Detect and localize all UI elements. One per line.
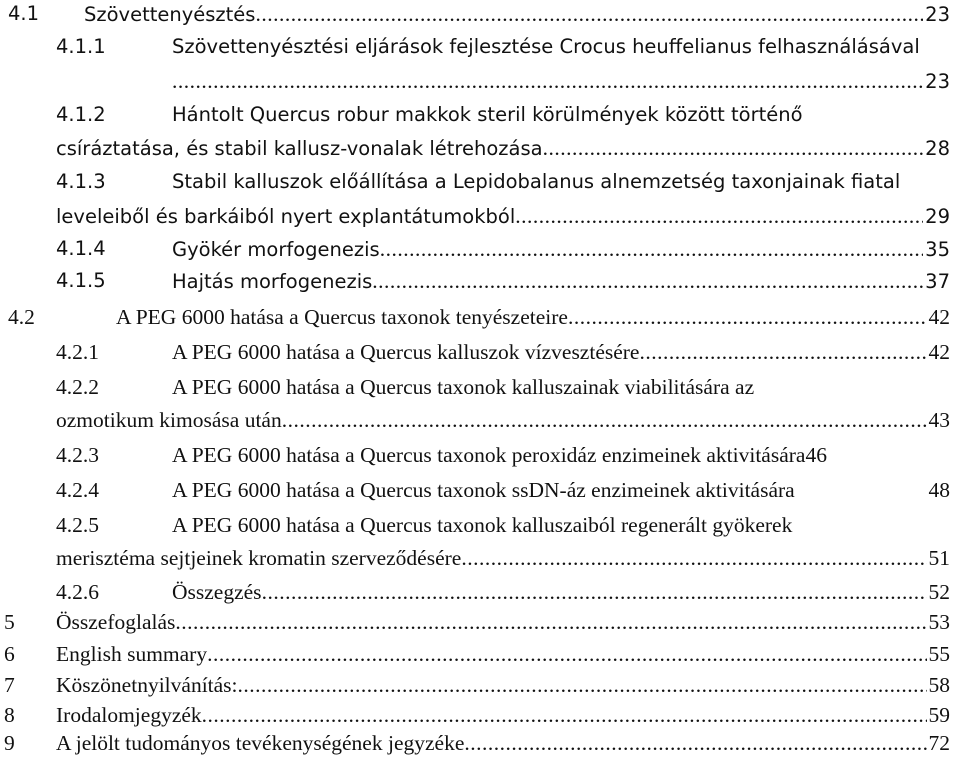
toc-leader — [262, 578, 927, 606]
toc-leader — [568, 303, 927, 331]
toc-page: 35 — [925, 238, 950, 261]
toc-entry-4-1-3-cont[interactable] — [0, 202, 960, 230]
toc-leader — [372, 267, 923, 295]
toc-leader — [380, 235, 923, 263]
toc-title: Szövettenyésztés — [84, 3, 256, 26]
toc-title: Irodalomjegyzék — [56, 703, 202, 727]
toc-page: 42 — [928, 340, 950, 364]
toc-page: 72 — [928, 731, 950, 755]
toc-entry-4-2-5[interactable] — [0, 511, 960, 539]
toc-entry-4-1-2[interactable] — [0, 101, 960, 129]
toc-number: 5 — [4, 610, 15, 634]
toc-page: 23 — [925, 70, 950, 93]
toc-number: 4.2.5 — [56, 513, 99, 537]
toc-title-line2: csíráztatása, és stabil kallusz-vonalak létrehozása — [56, 137, 543, 160]
toc-entry-4-1-2-cont[interactable] — [0, 134, 960, 162]
toc-title-line1: A PEG 6000 hatása a Quercus taxonok kalluszaiból regenerált gyökerek — [172, 513, 793, 537]
toc-number: 4.1.2 — [56, 103, 106, 126]
toc-number: 4.1 — [8, 2, 40, 25]
toc-leader — [207, 640, 926, 668]
toc-page: 48 — [928, 478, 950, 502]
toc-page: 28 — [925, 137, 950, 160]
toc-number: 8 — [4, 703, 15, 727]
toc-page: 37 — [925, 270, 950, 293]
toc-entry-4-2[interactable] — [0, 303, 960, 331]
toc-title: A PEG 6000 hatása a Quercus kalluszok vízvesztésére — [172, 340, 640, 364]
toc-entry-5[interactable] — [0, 608, 960, 636]
toc-title-line2: leveleiből és barkáiból nyert explantátumokból — [56, 205, 516, 228]
toc-leader — [515, 202, 923, 230]
toc-title: Gyökér morfogenezis — [172, 238, 380, 261]
toc-title: A jelölt tudományos tevékenységének jegyzéke — [56, 731, 465, 755]
toc-page: 52 — [928, 580, 950, 604]
toc-leader — [639, 338, 926, 366]
toc-number: 4.2.4 — [56, 478, 99, 502]
toc-entry-4-1-1[interactable] — [0, 33, 960, 61]
toc-entry-8[interactable] — [0, 701, 960, 729]
toc-entry-4-1[interactable] — [0, 0, 960, 28]
toc-entry-4-1-3[interactable] — [0, 168, 960, 196]
toc-page: 23 — [925, 3, 950, 26]
toc-entry-4-2-3[interactable] — [0, 441, 960, 469]
toc-number: 4.2.1 — [56, 340, 99, 364]
toc-number: 4.2.2 — [56, 375, 99, 399]
toc-leader — [282, 406, 927, 434]
toc-title: English summary — [56, 642, 208, 666]
toc-number: 4.1.5 — [56, 269, 106, 292]
toc-number: 9 — [4, 731, 15, 755]
toc-title: A PEG 6000 hatása a Quercus taxonok ssDN-áz enzimeinek aktivitására — [172, 478, 795, 502]
toc-leader — [543, 134, 924, 162]
toc-leader — [461, 544, 926, 572]
toc-number: 4.2.6 — [56, 580, 99, 604]
toc-number: 4.1.1 — [56, 35, 106, 58]
toc-title: A PEG 6000 hatása a Quercus taxonok peroxidáz enzimeinek aktivitására — [172, 443, 806, 467]
toc-title-line2: merisztéma sejtjeinek kromatin szerveződésére — [56, 546, 462, 570]
toc-entry-6[interactable] — [0, 640, 960, 668]
toc-title-line1: Hántolt Quercus robur makkok steril körülmények között történő — [172, 103, 803, 126]
toc-page: 51 — [928, 546, 950, 570]
toc-entry-4-2-2[interactable] — [0, 373, 960, 401]
toc-entry-4-2-2-cont[interactable] — [0, 406, 960, 434]
toc-leader — [175, 608, 926, 636]
toc-entry-4-1-5[interactable] — [0, 267, 960, 295]
toc-entry-9[interactable] — [0, 729, 960, 757]
toc-number: 4.1.3 — [56, 170, 106, 193]
toc-title: A PEG 6000 hatása a Quercus taxonok tenyészeteire — [116, 305, 568, 329]
toc-page: 42 — [928, 305, 950, 329]
toc-page: 58 — [928, 673, 950, 697]
toc-number: 4.1.4 — [56, 237, 106, 260]
toc-entry-4-2-6[interactable] — [0, 578, 960, 606]
toc-title: Szövettenyésztési eljárások fejlesztése Crocus heuffelianus felhasználásával — [172, 35, 920, 58]
toc-number: 6 — [4, 642, 15, 666]
toc-page: 43 — [928, 408, 950, 432]
toc-title: Összegzés — [172, 580, 262, 604]
toc-leader — [172, 67, 923, 95]
toc-page: 29 — [925, 205, 950, 228]
toc-leader — [238, 671, 927, 699]
toc-entry-4-2-1[interactable] — [0, 338, 960, 366]
toc-number: 7 — [4, 673, 15, 697]
toc-entry-4-1-1-page-line[interactable] — [0, 67, 960, 95]
toc-title-line1: Stabil kalluszok előállítása a Lepidobalanus alnemzetség taxonjainak fiatal — [172, 170, 901, 193]
toc-page: 53 — [928, 610, 950, 634]
toc-title: Hajtás morfogenezis — [172, 270, 373, 293]
toc-page: 55 — [928, 642, 950, 666]
toc-leader — [464, 729, 926, 757]
toc-entry-4-1-4[interactable] — [0, 235, 960, 263]
toc-title-line1: A PEG 6000 hatása a Quercus taxonok kalluszainak viabilitására az — [172, 375, 755, 399]
toc-title: Összefoglalás — [56, 610, 176, 634]
toc-entry-4-2-5-cont[interactable] — [0, 544, 960, 572]
toc-leader — [255, 0, 923, 28]
toc-number: 4.2.3 — [56, 443, 99, 467]
toc-page: 46 — [805, 443, 827, 467]
toc-entry-4-2-4[interactable] — [0, 476, 960, 504]
toc-title: Köszönetnyilvánítás: — [56, 673, 238, 697]
toc-entry-7[interactable] — [0, 671, 960, 699]
toc-number: 4.2 — [8, 305, 35, 329]
toc-page: 59 — [928, 703, 950, 727]
toc-leader — [202, 701, 927, 729]
toc-title-line2: ozmotikum kimosása után — [56, 408, 282, 432]
